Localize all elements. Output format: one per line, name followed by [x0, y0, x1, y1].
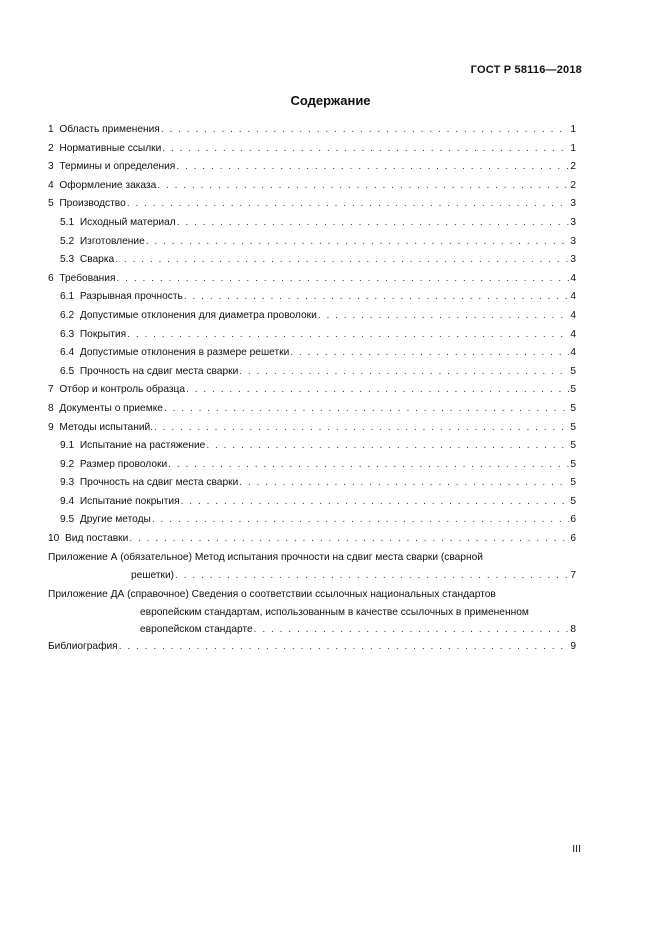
toc-entry[interactable] — [48, 251, 576, 270]
toc-section-number: 5.1 — [60, 216, 75, 228]
toc-page-number: 5 — [570, 421, 576, 433]
toc-section-number: 6 — [48, 272, 54, 284]
toc-entry-text: Размер проволоки — [79, 458, 168, 470]
toc-entry-appendix-a[interactable] — [48, 549, 576, 586]
toc-page-number: 5 — [570, 440, 576, 452]
toc-entry-text: Покрытия — [79, 328, 127, 340]
toc-page-number: 4 — [570, 309, 576, 321]
leader-dots — [146, 233, 569, 252]
toc-entry[interactable] — [48, 474, 576, 493]
toc-section-number: 6.4 — [60, 347, 75, 359]
leader-dots — [127, 326, 569, 345]
toc-entry-text: Термины и определения — [59, 161, 176, 173]
leader-dots — [239, 363, 569, 382]
leader-dots — [186, 381, 569, 400]
toc-entry[interactable] — [48, 270, 576, 289]
toc-entry-text: Приложение ДА (справочное) Сведения о соответствии ссылочных национальных стандартов — [48, 588, 496, 600]
toc-section-number: 9.3 — [60, 477, 75, 489]
toc-page-number: 3 — [570, 198, 576, 210]
leader-dots — [129, 530, 569, 549]
leader-dots — [318, 307, 569, 326]
toc-entry-bibliography[interactable] — [48, 638, 576, 657]
toc-page-number: 3 — [570, 216, 576, 228]
toc-entry-text: Допустимые отклонения для диаметра проволоки — [79, 309, 317, 321]
toc-entry[interactable] — [48, 158, 576, 177]
toc-section-number: 6.5 — [60, 365, 75, 377]
toc-page-number: 6 — [570, 533, 576, 545]
toc-entry-text: Приложение А (обязательное) Метод испытания прочности на сдвиг места сварки (сварной — [48, 551, 483, 563]
toc-section-number: 6.2 — [60, 309, 75, 321]
toc-page-number: 5 — [570, 477, 576, 489]
table-of-contents — [48, 121, 576, 657]
toc-section-number: 4 — [48, 179, 54, 191]
toc-entry-text: Прочность на сдвиг места сварки — [79, 477, 239, 489]
toc-entry[interactable] — [48, 437, 576, 456]
leader-dots — [115, 251, 569, 270]
toc-entry-continuation — [48, 567, 576, 586]
toc-entry-text: Нормативные ссылки — [59, 142, 162, 154]
toc-entry-text: решетки) — [131, 570, 175, 582]
leader-dots — [175, 567, 569, 586]
toc-entry-text: Библиография — [48, 641, 118, 653]
toc-entry-text: Испытание на растяжение — [79, 440, 206, 452]
toc-entry[interactable] — [48, 214, 576, 233]
toc-section-number: 3 — [48, 161, 54, 173]
toc-entry-text: Методы испытаний. — [59, 421, 154, 433]
leader-dots — [176, 158, 569, 177]
toc-entry[interactable] — [48, 195, 576, 214]
toc-entry[interactable] — [48, 400, 576, 419]
toc-page-number: 4 — [570, 347, 576, 359]
toc-entry[interactable] — [48, 419, 576, 438]
toc-page-number: 6 — [570, 514, 576, 526]
toc-entry[interactable] — [48, 456, 576, 475]
toc-entry-text: Оформление заказа — [59, 179, 157, 191]
toc-entry-continuation — [48, 621, 576, 638]
toc-entry[interactable] — [48, 326, 576, 345]
leader-dots — [181, 493, 569, 512]
toc-entry-text: европейским стандартам, использованным в качестве ссылочных в примененном — [140, 607, 529, 619]
toc-page-number: 3 — [570, 254, 576, 266]
leader-dots — [290, 344, 569, 363]
leader-dots — [177, 214, 569, 233]
leader-dots — [154, 419, 569, 438]
toc-entry-text: Прочность на сдвиг места сварки — [79, 365, 239, 377]
toc-entry-text: Изготовление — [79, 235, 145, 247]
toc-entry-text: Сварка — [79, 254, 115, 266]
leader-dots — [117, 270, 569, 289]
toc-page-number: 3 — [570, 235, 576, 247]
toc-entry[interactable] — [48, 140, 576, 159]
toc-entry[interactable] — [48, 307, 576, 326]
page-title: Содержание — [290, 93, 371, 108]
toc-section-number: 9.2 — [60, 458, 75, 470]
toc-entry-text: Разрывная прочность — [79, 291, 183, 303]
toc-page-number: 1 — [570, 124, 576, 135]
leader-dots — [152, 511, 569, 530]
toc-page-number: 1 — [570, 142, 576, 154]
toc-section-number: 5.2 — [60, 235, 75, 247]
leader-dots — [164, 400, 569, 419]
toc-section-number: 9.1 — [60, 440, 75, 452]
leader-dots — [239, 474, 569, 493]
toc-entry[interactable] — [48, 344, 576, 363]
leader-dots — [168, 456, 569, 475]
leader-dots — [119, 638, 569, 657]
toc-entry-text: Требования — [59, 272, 116, 284]
toc-page-number: 8 — [570, 624, 576, 636]
leader-dots — [162, 140, 569, 159]
toc-page-number: 4 — [570, 291, 576, 303]
toc-section-number: 5.3 — [60, 254, 75, 266]
leader-dots — [157, 177, 569, 196]
toc-page-number: 2 — [570, 179, 576, 191]
leader-dots — [254, 621, 569, 638]
toc-section-number: 7 — [48, 384, 54, 396]
toc-section-number: 9.5 — [60, 514, 75, 526]
toc-entry-appendix-da[interactable] — [48, 586, 576, 639]
toc-page-number: 4 — [570, 328, 576, 340]
toc-page-number: 5 — [570, 458, 576, 470]
toc-section-number: 9 — [48, 421, 54, 433]
toc-entry-text: Исходный материал — [79, 216, 176, 228]
toc-entry[interactable] — [48, 363, 576, 382]
leader-dots — [127, 195, 569, 214]
toc-page-number: 5 — [570, 402, 576, 414]
toc-entry-text: Допустимые отклонения в размере решетки — [79, 347, 290, 359]
toc-page-number: 5 — [570, 495, 576, 507]
toc-entry-text: Производство — [59, 198, 126, 210]
toc-entry-text: Отбор и контроль образца — [59, 384, 186, 396]
leader-dots — [184, 288, 569, 307]
toc-section-number: 10 — [48, 533, 60, 545]
toc-entry[interactable] — [48, 381, 576, 400]
toc-entry-text: Другие методы — [79, 514, 151, 526]
toc-section-number: 8 — [48, 402, 54, 414]
toc-page-number: 4 — [570, 272, 576, 284]
toc-section-number: 1 — [48, 124, 54, 135]
toc-section-number: 6.1 — [60, 291, 75, 303]
toc-entry[interactable] — [48, 493, 576, 512]
toc-entry-text: европейском стандарте — [140, 624, 253, 636]
leader-dots — [161, 121, 569, 140]
toc-entry[interactable] — [48, 288, 576, 307]
toc-entry[interactable] — [48, 233, 576, 252]
document-id: ГОСТ Р 58116—2018 — [470, 64, 582, 76]
toc-entry-text: Документы о приемке — [59, 402, 163, 414]
leader-dots — [206, 437, 569, 456]
toc-entry[interactable] — [48, 121, 576, 140]
toc-entry[interactable] — [48, 177, 576, 196]
page-number: III — [572, 843, 581, 855]
toc-page-number: 9 — [570, 641, 576, 653]
toc-section-number: 6.3 — [60, 328, 75, 340]
toc-entry-text: Область применения — [59, 124, 160, 135]
toc-section-number: 2 — [48, 142, 54, 154]
toc-entry-text: Вид поставки — [65, 533, 129, 545]
toc-entry-text: Испытание покрытия — [79, 495, 180, 507]
toc-section-number: 9.4 — [60, 495, 75, 507]
toc-section-number: 5 — [48, 198, 54, 210]
toc-page-number: 7 — [570, 570, 576, 582]
toc-page-number: 2 — [570, 161, 576, 173]
toc-page-number: 5 — [570, 365, 576, 377]
toc-page-number: 5 — [570, 384, 576, 396]
toc-entry[interactable] — [48, 511, 576, 530]
toc-entry[interactable] — [48, 530, 576, 549]
toc-items — [48, 121, 576, 549]
